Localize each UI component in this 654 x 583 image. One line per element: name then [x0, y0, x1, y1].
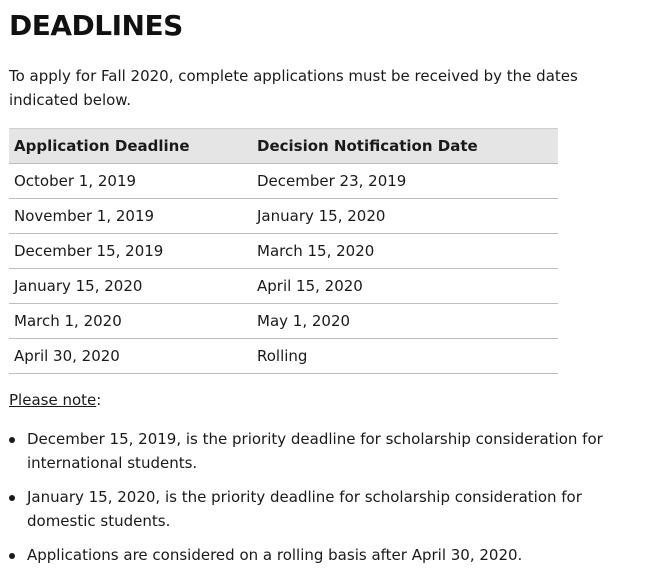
table-row	[9, 339, 558, 374]
page-title: DEADLINES	[9, 9, 183, 42]
note-label: Please note	[9, 391, 97, 409]
bullet-dot-icon	[9, 495, 15, 501]
bullet-dot-icon	[9, 437, 15, 443]
table-header-row	[9, 129, 558, 164]
decision-date-cell: March 15, 2020	[252, 234, 558, 269]
table-row	[9, 199, 558, 234]
table-row	[9, 164, 558, 199]
application-deadline-cell: March 1, 2020	[9, 304, 252, 339]
note-colon: :	[96, 391, 102, 409]
application-deadline-cell: April 30, 2020	[9, 339, 252, 374]
application-deadline-cell: October 1, 2019	[9, 164, 252, 199]
list-item	[9, 427, 639, 475]
header-application-deadline: Application Deadline	[9, 129, 252, 164]
table-row	[9, 234, 558, 269]
application-deadline-cell: November 1, 2019	[9, 199, 252, 234]
table-row	[9, 269, 558, 304]
decision-date-cell: May 1, 2020	[252, 304, 558, 339]
list-item-text: January 15, 2020, is the priority deadline for scholarship consideration for domestic students.	[27, 488, 582, 530]
deadlines-table	[9, 128, 558, 374]
decision-date-cell: April 15, 2020	[252, 269, 558, 304]
note-heading	[9, 388, 101, 412]
decision-date-cell: December 23, 2019	[252, 164, 558, 199]
list-item-text: December 15, 2019, is the priority deadline for scholarship consideration for international students.	[27, 430, 603, 472]
decision-date-cell: January 15, 2020	[252, 199, 558, 234]
intro-text: To apply for Fall 2020, complete applications must be received by the dates indicated below.	[9, 67, 578, 109]
list-item	[9, 485, 639, 533]
header-decision-notification-date: Decision Notification Date	[252, 129, 558, 164]
note-list	[9, 427, 639, 577]
application-deadline-cell: January 15, 2020	[9, 269, 252, 304]
table-row	[9, 304, 558, 339]
bullet-dot-icon	[9, 553, 15, 559]
decision-date-cell: Rolling	[252, 339, 558, 374]
list-item	[9, 543, 639, 567]
application-deadline-cell: December 15, 2019	[9, 234, 252, 269]
list-item-text: Applications are considered on a rolling basis after April 30, 2020.	[27, 546, 523, 564]
